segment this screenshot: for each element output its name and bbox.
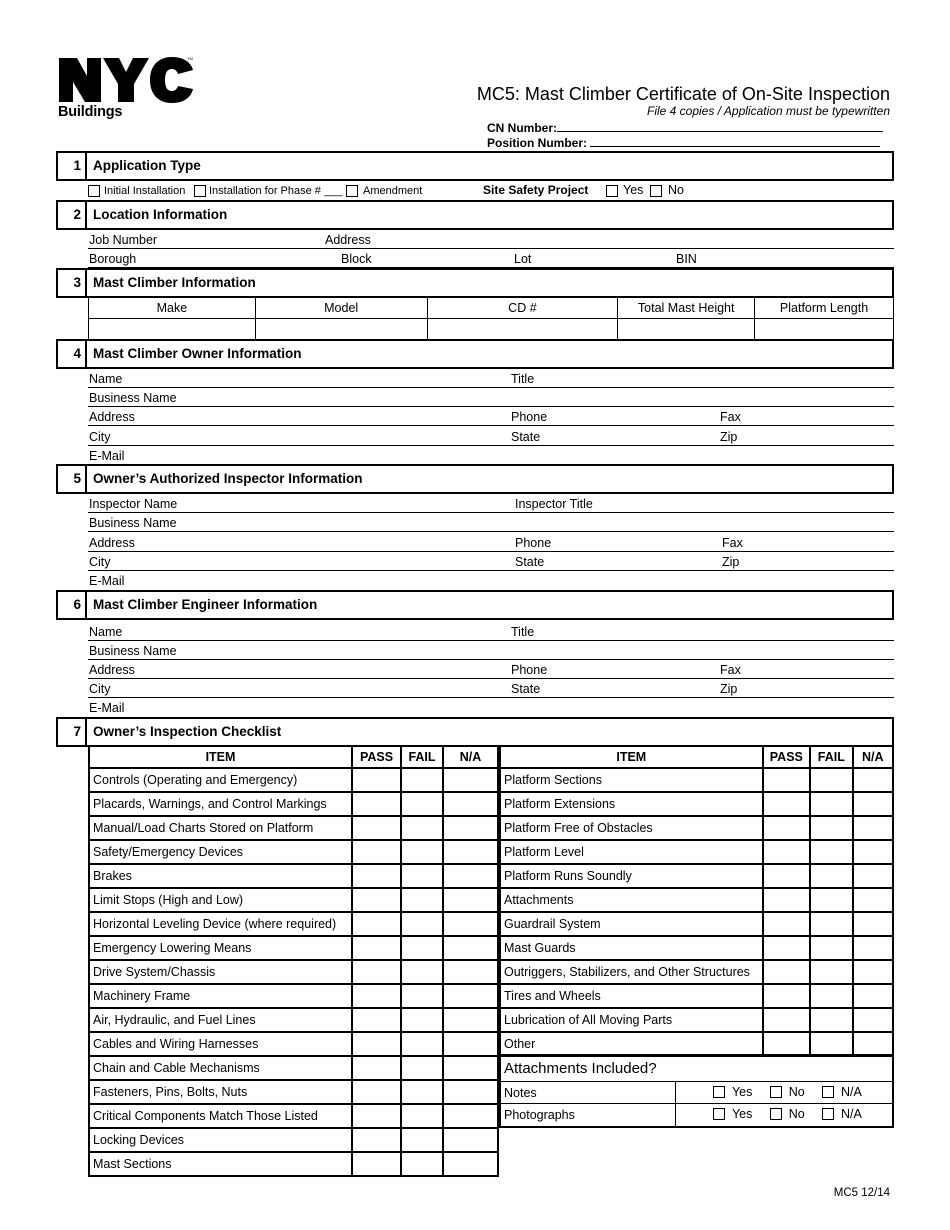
nyc-logo-icon [57,56,195,104]
checklist-item-label: Outriggers, Stabilizers, and Other Structures [500,960,763,984]
checklist-item-label: Horizontal Leveling Device (where required) [89,912,352,936]
checklist-pass-cell[interactable] [763,1008,811,1032]
section-7-title: Owner’s Inspection Checklist [93,724,282,739]
checklist-fail-cell[interactable] [810,1032,853,1056]
checklist-pass-cell[interactable] [352,1032,401,1056]
checklist-pass-cell[interactable] [352,1104,401,1128]
owner-row-city[interactable]: City State Zip [88,427,894,446]
checklist-fail-cell[interactable] [401,1032,443,1056]
section-3-title: Mast Climber Information [93,275,256,290]
notes-no-checkbox[interactable] [770,1086,782,1098]
checklist-na-cell[interactable] [443,1152,498,1176]
section-6-header: 6 Mast Climber Engineer Information [56,590,894,620]
checklist-pass-cell[interactable] [763,816,811,840]
checklist-row [500,1008,893,1032]
application-type-row: Initial Installation Installation for Phase # ___ Amendment Site Safety Project Yes No [88,183,894,201]
checklist-pass-cell[interactable] [352,984,401,1008]
attachments-notes-row: Notes Yes No N/A [501,1082,892,1104]
checklist-fail-cell[interactable] [810,768,853,792]
checklist-item-label: Critical Components Match Those Listed [89,1104,352,1128]
attachments-heading: Attachments Included? [501,1056,892,1082]
checklist-na-cell[interactable] [443,1032,498,1056]
cn-number-label: CN Number [487,121,554,135]
cn-number-line[interactable]: CN Number: [487,121,883,135]
engineer-row-city[interactable]: City State Zip [88,679,894,698]
checklist-pass-cell[interactable] [352,888,401,912]
checklist-item-label: Manual/Load Charts Stored on Platform [89,816,352,840]
inspector-row-email[interactable]: E-Mail [89,574,125,588]
checklist-na-cell[interactable] [853,1008,893,1032]
photographs-yes-checkbox[interactable] [713,1108,725,1120]
checklist-pass-cell[interactable] [352,1128,401,1152]
checklist-pass-cell[interactable] [352,1080,401,1104]
owner-row-email[interactable]: E-Mail [89,449,125,463]
checklist-row [500,936,893,960]
checklist-na-cell[interactable] [443,768,498,792]
checklist-pass-cell[interactable] [352,960,401,984]
section-3-header: 3 Mast Climber Information [56,268,894,298]
owner-row-name[interactable]: Name Title [88,369,894,388]
checklist-na-cell[interactable] [853,984,893,1008]
checklist-row [89,984,498,1008]
checklist-na-cell[interactable] [443,816,498,840]
checklist-item-label: Safety/Emergency Devices [89,840,352,864]
checklist-fail-cell[interactable] [810,888,853,912]
checklist-row [500,840,893,864]
checklist-fail-cell[interactable] [401,912,443,936]
mast-climber-table [88,297,894,340]
checklist-fail-cell[interactable] [810,984,853,1008]
checklist-pass-cell[interactable] [763,768,811,792]
checklist-na-cell[interactable] [443,1056,498,1080]
checklist-row [89,936,498,960]
checklist-na-cell[interactable] [853,912,893,936]
site-safety-no-checkbox[interactable] [650,185,662,197]
checklist-pass-cell[interactable] [352,792,401,816]
checklist-pass-cell[interactable] [763,960,811,984]
mast-climber-input-row [89,319,894,340]
photographs-no-checkbox[interactable] [770,1108,782,1120]
logo-subtitle: Buildings [58,104,123,120]
checklist-pass-cell[interactable] [352,912,401,936]
checklist-na-cell[interactable] [443,1008,498,1032]
checklist-na-cell[interactable] [443,1128,498,1152]
checklist-na-cell[interactable] [443,1080,498,1104]
checklist-pass-cell[interactable] [352,816,401,840]
checklist-na-cell[interactable] [853,864,893,888]
cn-number-field[interactable] [557,121,883,132]
section-1-header: 1 Application Type [56,151,894,181]
checklist-na-cell[interactable] [443,960,498,984]
engineer-row-address[interactable]: Address Phone Fax [88,660,894,679]
make-field[interactable] [89,319,256,340]
initial-installation-checkbox[interactable] [88,185,100,197]
checklist-row [89,1080,498,1104]
form-subtitle: File 4 copies / Application must be typewritten [646,104,890,118]
checklist-fail-cell[interactable] [401,1056,443,1080]
checklist-row [500,984,893,1008]
photographs-na-checkbox[interactable] [822,1108,834,1120]
section-4-title: Mast Climber Owner Information [93,346,302,361]
checklist-fail-cell[interactable] [810,840,853,864]
checklist-item-label: Mast Guards [500,936,763,960]
inspector-row-address[interactable]: Address Phone Fax [88,533,894,552]
checklist-fail-cell[interactable] [401,768,443,792]
checklist-row [89,912,498,936]
checklist-item-label: Guardrail System [500,912,763,936]
checklist-row [500,792,893,816]
checklist-pass-cell[interactable] [763,912,811,936]
section-6-title: Mast Climber Engineer Information [93,597,318,612]
checklist-fail-cell[interactable] [401,840,443,864]
cd-number-field[interactable] [427,319,618,340]
checklist-left-table [88,745,499,1177]
checklist-row [89,888,498,912]
checklist-pass-cell[interactable] [763,792,811,816]
checklist-na-cell[interactable] [443,1104,498,1128]
checklist-fail-cell[interactable] [401,1152,443,1176]
checklist-fail-cell[interactable] [401,936,443,960]
checklist-row [89,960,498,984]
checklist-item-label: Platform Runs Soundly [500,864,763,888]
checklist-item-label: Chain and Cable Mechanisms [89,1056,352,1080]
amendment-checkbox[interactable] [346,185,358,197]
notes-na-checkbox[interactable] [822,1086,834,1098]
checklist-pass-cell[interactable] [763,936,811,960]
total-mast-height-field[interactable] [618,319,755,340]
checklist-na-cell[interactable] [853,792,893,816]
checklist-pass-cell[interactable] [352,840,401,864]
engineer-row-email[interactable]: E-Mail [89,701,125,715]
checklist-na-cell[interactable] [853,888,893,912]
checklist-fail-cell[interactable] [401,960,443,984]
checklist-row [89,1104,498,1128]
checklist-row [89,1056,498,1080]
nyc-buildings-logo [57,56,195,122]
checklist-fail-cell[interactable] [401,1104,443,1128]
checklist-pass-cell[interactable] [763,1032,811,1056]
checklist-left-header: ITEM PASS FAIL N/A [89,746,498,768]
checklist-row [500,960,893,984]
checklist-item-label: Emergency Lowering Means [89,936,352,960]
engineer-row-name[interactable]: Name Title [88,622,894,641]
checklist-na-cell[interactable] [853,768,893,792]
checklist-row [89,816,498,840]
checklist-item-label: Lubrication of All Moving Parts [500,1008,763,1032]
checklist-item-label: Cables and Wiring Harnesses [89,1032,352,1056]
section-2-title: Location Information [93,207,228,222]
checklist-item-label: Locking Devices [89,1128,352,1152]
checklist-item-label: Fasteners, Pins, Bolts, Nuts [89,1080,352,1104]
section-1-title: Application Type [93,158,201,173]
checklist-row [500,912,893,936]
checklist-pass-cell[interactable] [763,840,811,864]
checklist-item-label: Air, Hydraulic, and Fuel Lines [89,1008,352,1032]
checklist-item-label: Platform Sections [500,768,763,792]
checklist-row [500,768,893,792]
checklist-row [89,840,498,864]
form-id: MC5 12/14 [833,1187,890,1199]
checklist-item-label: Limit Stops (High and Low) [89,888,352,912]
checklist-pass-cell[interactable] [763,888,811,912]
mast-climber-header-row: Make Model CD # Total Mast Height Platform Length [89,298,894,319]
checklist-item-label: Other [500,1032,763,1056]
checklist-na-cell[interactable] [853,840,893,864]
checklist-row [89,1032,498,1056]
site-safety-yes-checkbox[interactable] [606,185,618,197]
checklist-row [89,768,498,792]
checklist-na-cell[interactable] [853,936,893,960]
checklist-na-cell[interactable] [443,792,498,816]
checklist-fail-cell[interactable] [810,912,853,936]
checklist-fail-cell[interactable] [401,816,443,840]
checklist-fail-cell[interactable] [401,888,443,912]
model-field[interactable] [255,319,427,340]
location-row-2[interactable]: Borough Block Lot BIN [88,249,894,268]
checklist-na-cell[interactable] [853,816,893,840]
checklist-fail-cell[interactable] [401,864,443,888]
checklist-pass-cell[interactable] [352,768,401,792]
checklist-item-label: Platform Free of Obstacles [500,816,763,840]
checklist-right-header: ITEM PASS FAIL N/A [500,746,893,768]
checklist-item-label: Controls (Operating and Emergency) [89,768,352,792]
owner-row-business[interactable]: Business Name [88,388,894,407]
checklist-na-cell[interactable] [443,912,498,936]
checklist-row [89,1008,498,1032]
checklist-item-label: Mast Sections [89,1152,352,1176]
checklist-fail-cell[interactable] [810,816,853,840]
checklist-pass-cell[interactable] [763,984,811,1008]
checklist-na-cell[interactable] [853,1032,893,1056]
position-number-field[interactable] [590,136,880,147]
checklist-fail-cell[interactable] [401,984,443,1008]
checklist-fail-cell[interactable] [810,864,853,888]
checklist-item-label: Tires and Wheels [500,984,763,1008]
checklist-na-cell[interactable] [443,864,498,888]
checklist-row [89,792,498,816]
checklist-fail-cell[interactable] [810,960,853,984]
checklist-row [500,1032,893,1056]
checklist-pass-cell[interactable] [352,1152,401,1176]
checklist-na-cell[interactable] [443,840,498,864]
checklist-row [89,864,498,888]
checklist-pass-cell[interactable] [352,1056,401,1080]
checklist-row [89,1152,498,1176]
form-title: MC5: Mast Climber Certificate of On-Site Inspection [476,84,890,104]
position-number-label: Position Number: [487,136,588,150]
checklist-item-label: Brakes [89,864,352,888]
checklist-row [89,1128,498,1152]
checklist-pass-cell[interactable] [352,864,401,888]
inspector-row-business[interactable]: Business Name [88,513,894,532]
checklist-fail-cell[interactable] [401,1128,443,1152]
platform-length-field[interactable] [755,319,894,340]
checklist-fail-cell[interactable] [810,1008,853,1032]
checklist-na-cell[interactable] [443,984,498,1008]
checklist-right-table [499,745,894,1057]
checklist-fail-cell[interactable] [810,936,853,960]
checklist-fail-cell[interactable] [401,1080,443,1104]
section-5-header: 5 Owner’s Authorized Inspector Information [56,464,894,494]
checklist-item-label: Drive System/Chassis [89,960,352,984]
checklist-row [500,816,893,840]
engineer-row-business[interactable]: Business Name [88,641,894,660]
phase-installation-checkbox[interactable] [194,185,206,197]
section-5-title: Owner’s Authorized Inspector Information [93,471,363,486]
checklist-fail-cell[interactable] [810,792,853,816]
site-safety-label: Site Safety Project [483,183,589,197]
section-4-header: 4 Mast Climber Owner Information [56,339,894,369]
trademark: TM [187,56,193,61]
checklist-item-label: Platform Extensions [500,792,763,816]
checklist-pass-cell[interactable] [352,1008,401,1032]
location-row-1[interactable]: Job Number Address [88,230,894,249]
checklist-fail-cell[interactable] [401,1008,443,1032]
checklist-na-cell[interactable] [853,960,893,984]
attachments-photographs-row: Photographs Yes No N/A [501,1104,892,1126]
checklist-na-cell[interactable] [443,936,498,960]
section-7-header: 7 Owner’s Inspection Checklist [56,717,894,747]
checklist-pass-cell[interactable] [352,936,401,960]
section-2-header: 2 Location Information [56,200,894,230]
checklist-item-label: Platform Level [500,840,763,864]
attachments-box [499,1054,894,1128]
checklist-item-label: Placards, Warnings, and Control Markings [89,792,352,816]
position-number-line[interactable] [487,136,880,150]
inspector-row-city[interactable]: City State Zip [88,552,894,571]
checklist-pass-cell[interactable] [763,864,811,888]
owner-row-address[interactable]: Address Phone Fax [88,407,894,426]
notes-yes-checkbox[interactable] [713,1086,725,1098]
checklist-na-cell[interactable] [443,888,498,912]
checklist-row [500,888,893,912]
inspector-row-name[interactable]: Inspector Name Inspector Title [88,494,894,513]
checklist-row [500,864,893,888]
checklist-item-label: Machinery Frame [89,984,352,1008]
checklist-fail-cell[interactable] [401,792,443,816]
checklist-item-label: Attachments [500,888,763,912]
